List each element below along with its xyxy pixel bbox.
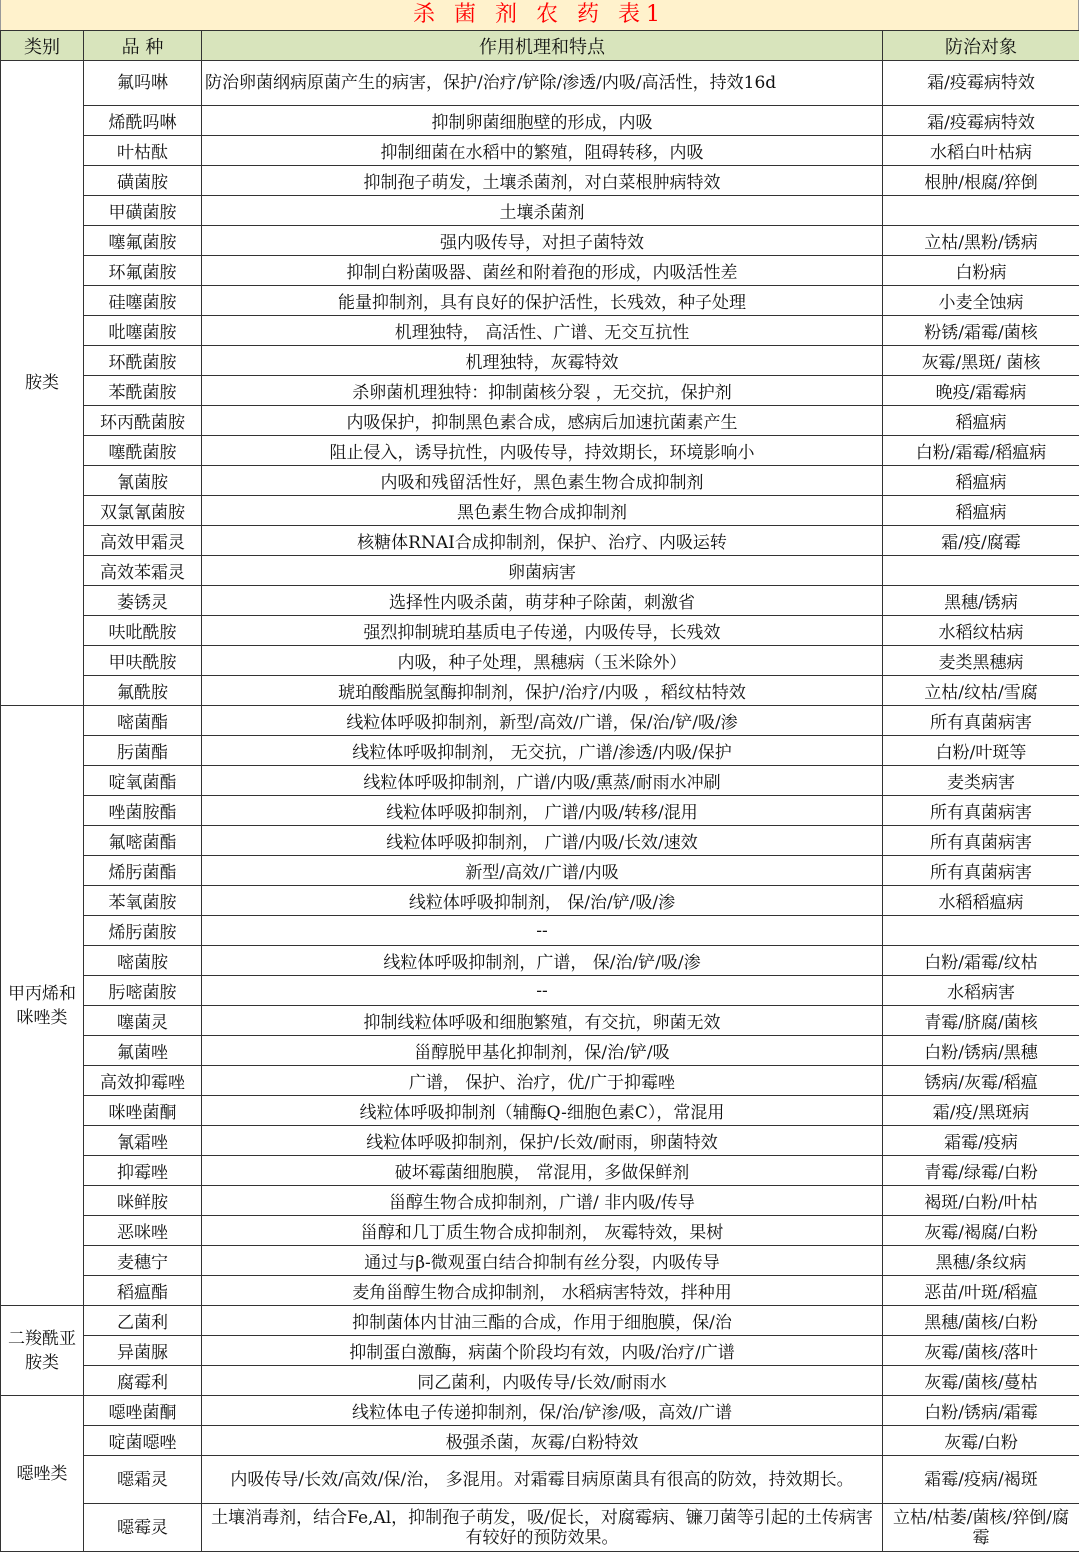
table-row <box>1 226 1079 256</box>
target-cell: 根肿/根腐/猝倒 <box>883 166 1079 196</box>
mechanism-cell: 抑制线粒体呼吸和细胞繁殖，有交抗，卵菌无效 <box>202 1006 883 1036</box>
target-cell: 青霉/绿霉/白粉 <box>883 1156 1079 1186</box>
target-cell: 所有真菌病害 <box>883 826 1079 856</box>
table-row <box>1 316 1079 346</box>
variety-cell: 烯酰吗啉 <box>84 106 202 136</box>
mechanism-cell: 抑制蛋白激酶，病菌个阶段均有效，内吸/治疗/广谱 <box>202 1336 883 1366</box>
table-row <box>1 376 1079 406</box>
target-cell: 白粉/锈病/黑穗 <box>883 1036 1079 1066</box>
target-cell: 灰霉/菌核/落叶 <box>883 1336 1079 1366</box>
variety-cell: 叶枯酞 <box>84 136 202 166</box>
target-cell <box>883 196 1079 226</box>
target-cell: 稻瘟病 <box>883 406 1079 436</box>
header-row <box>1 31 1079 61</box>
table-row <box>1 61 1079 106</box>
mechanism-cell: 土壤消毒剂，结合Fe,Al，抑制孢子萌发，吸/促长，对腐霉病、镰刀菌等引起的土传病害有较好的预防效果。 <box>202 1504 883 1552</box>
variety-cell: 噻酰菌胺 <box>84 436 202 466</box>
mechanism-cell: 甾醇生物合成抑制剂，广谱/ 非内吸/传导 <box>202 1186 883 1216</box>
table-row <box>1 406 1079 436</box>
table-row <box>1 796 1079 826</box>
variety-cell: 烯肟菌酯 <box>84 856 202 886</box>
variety-cell: 咪唑菌酮 <box>84 1096 202 1126</box>
target-cell: 稻瘟病 <box>883 466 1079 496</box>
variety-cell: 呋吡酰胺 <box>84 616 202 646</box>
target-cell: 霜/疫霉病特效 <box>883 61 1079 106</box>
table-row <box>1 526 1079 556</box>
target-cell: 小麦全蚀病 <box>883 286 1079 316</box>
table-row <box>1 556 1079 586</box>
variety-cell: 噁霉灵 <box>84 1504 202 1552</box>
variety-cell: 麦穗宁 <box>84 1246 202 1276</box>
target-cell: 灰霉/黑斑/ 菌核 <box>883 346 1079 376</box>
variety-cell: 苯酰菌胺 <box>84 376 202 406</box>
table-row <box>1 136 1079 166</box>
target-cell: 青霉/脐腐/菌核 <box>883 1006 1079 1036</box>
variety-cell: 萎锈灵 <box>84 586 202 616</box>
variety-cell: 高效苯霜灵 <box>84 556 202 586</box>
table-row <box>1 1366 1079 1396</box>
mechanism-cell: 线粒体呼吸抑制剂， 广谱/内吸/长效/速效 <box>202 826 883 856</box>
table-row <box>1 286 1079 316</box>
target-cell: 白粉/锈病/霜霉 <box>883 1396 1079 1426</box>
table-row <box>1 496 1079 526</box>
mechanism-cell: 抑制白粉菌吸器、菌丝和附着孢的形成，内吸活性差 <box>202 256 883 286</box>
table-row <box>1 166 1079 196</box>
variety-cell: 烯肟菌胺 <box>84 916 202 946</box>
table-row <box>1 1126 1079 1156</box>
mechanism-cell: 线粒体电子传递抑制剂，保/治/铲渗/吸，高效/广谱 <box>202 1396 883 1426</box>
table-row <box>1 856 1079 886</box>
table-row <box>1 436 1079 466</box>
target-cell: 粉锈/霜霉/菌核 <box>883 316 1079 346</box>
table-row <box>1 1426 1079 1456</box>
mechanism-cell: 通过与β-微观蛋白结合抑制有丝分裂，内吸传导 <box>202 1246 883 1276</box>
mechanism-cell: 选择性内吸杀菌，萌芽种子除菌，刺激省 <box>202 586 883 616</box>
target-cell: 霜霉/疫病/褐斑 <box>883 1456 1079 1504</box>
mechanism-cell: 黑色素生物合成抑制剂 <box>202 496 883 526</box>
table-row <box>1 1066 1079 1096</box>
target-cell: 白粉病 <box>883 256 1079 286</box>
target-cell: 所有真菌病害 <box>883 796 1079 826</box>
table-row <box>1 1306 1079 1336</box>
target-cell: 水稻稻瘟病 <box>883 886 1079 916</box>
mechanism-cell: 麦角甾醇生物合成抑制剂， 水稻病害特效，拌种用 <box>202 1276 883 1306</box>
variety-cell: 肟菌酯 <box>84 736 202 766</box>
variety-cell: 氟嘧菌酯 <box>84 826 202 856</box>
target-cell <box>883 556 1079 586</box>
target-cell: 灰霉/褐腐/白粉 <box>883 1216 1079 1246</box>
target-cell: 黑穗/菌核/白粉 <box>883 1306 1079 1336</box>
mechanism-cell: 杀卵菌机理独特：抑制菌核分裂 ，无交抗，保护剂 <box>202 376 883 406</box>
mechanism-cell: 抑制细菌在水稻中的繁殖，阻碍转移，内吸 <box>202 136 883 166</box>
table-row <box>1 1456 1079 1504</box>
mechanism-cell: 新型/高效/广谱/内吸 <box>202 856 883 886</box>
table-row <box>1 646 1079 676</box>
variety-cell: 环酰菌胺 <box>84 346 202 376</box>
target-cell: 锈病/灰霉/稻瘟 <box>883 1066 1079 1096</box>
mechanism-cell: 抑制菌体内甘油三酯的合成，作用于细胞膜，保/治 <box>202 1306 883 1336</box>
table-row <box>1 616 1079 646</box>
mechanism-cell: -- <box>202 976 883 1006</box>
category-cell: 胺类 <box>1 61 84 706</box>
table-row <box>1 1096 1079 1126</box>
variety-cell: 噻菌灵 <box>84 1006 202 1036</box>
table-row <box>1 1036 1079 1066</box>
target-cell: 霜/疫/黑斑病 <box>883 1096 1079 1126</box>
category-cell: 二羧酰亚胺类 <box>1 1306 84 1396</box>
category-cell: 甲丙烯和咪唑类 <box>1 706 84 1306</box>
mechanism-cell: 广谱， 保护、治疗，优/广于抑霉唑 <box>202 1066 883 1096</box>
table-row <box>1 346 1079 376</box>
mechanism-cell: 机理独特， 高活性、广谱、无交互抗性 <box>202 316 883 346</box>
variety-cell: 唑菌胺酯 <box>84 796 202 826</box>
variety-cell: 环氟菌胺 <box>84 256 202 286</box>
table-row <box>1 1006 1079 1036</box>
mechanism-cell: 阻止侵入，诱导抗性，内吸传导，持效期长，环境影响小 <box>202 436 883 466</box>
variety-cell: 肟嘧菌胺 <box>84 976 202 1006</box>
variety-cell: 甲呋酰胺 <box>84 646 202 676</box>
target-cell: 立枯/枯萎/菌核/猝倒/腐霉 <box>883 1504 1079 1552</box>
header-variety: 品 种 <box>84 31 202 61</box>
mechanism-cell: 线粒体呼吸抑制剂（辅酶Q-细胞色素C），常混用 <box>202 1096 883 1126</box>
variety-cell: 稻瘟酯 <box>84 1276 202 1306</box>
table-row <box>1 1336 1079 1366</box>
mechanism-cell: 破坏霉菌细胞膜， 常混用，多做保鲜剂 <box>202 1156 883 1186</box>
variety-cell: 异菌脲 <box>84 1336 202 1366</box>
variety-cell: 氰菌胺 <box>84 466 202 496</box>
table-row <box>1 976 1079 1006</box>
variety-cell: 啶菌噁唑 <box>84 1426 202 1456</box>
variety-cell: 硅噻菌胺 <box>84 286 202 316</box>
variety-cell: 磺菌胺 <box>84 166 202 196</box>
table-row <box>1 106 1079 136</box>
table-row <box>1 1186 1079 1216</box>
table-title: 杀 菌 剂 农 药 表1 <box>0 0 1079 30</box>
mechanism-cell: 强内吸传导，对担子菌特效 <box>202 226 883 256</box>
target-cell: 立枯/纹枯/雪腐 <box>883 676 1079 706</box>
variety-cell: 嘧菌酯 <box>84 706 202 736</box>
table-row <box>1 466 1079 496</box>
table-row <box>1 1504 1079 1552</box>
variety-cell: 苯氧菌胺 <box>84 886 202 916</box>
table-row <box>1 736 1079 766</box>
target-cell: 霜/疫/腐霉 <box>883 526 1079 556</box>
target-cell: 霜霉/疫病 <box>883 1126 1079 1156</box>
table-row <box>1 1396 1079 1426</box>
mechanism-cell: 核糖体RNAⅠ合成抑制剂，保护、治疗、内吸运转 <box>202 526 883 556</box>
table-body <box>1 61 1079 1552</box>
header-target: 防治对象 <box>883 31 1079 61</box>
table-row <box>1 946 1079 976</box>
mechanism-cell: 内吸和残留活性好，黑色素生物合成抑制剂 <box>202 466 883 496</box>
table-row <box>1 826 1079 856</box>
mechanism-cell: 线粒体呼吸抑制剂， 无交抗，广谱/渗透/内吸/保护 <box>202 736 883 766</box>
table-row <box>1 586 1079 616</box>
variety-cell: 氟菌唑 <box>84 1036 202 1066</box>
target-cell: 霜/疫霉病特效 <box>883 106 1079 136</box>
target-cell: 立枯/黑粉/锈病 <box>883 226 1079 256</box>
mechanism-cell: 甾醇脱甲基化抑制剂，保/治/铲/吸 <box>202 1036 883 1066</box>
target-cell: 水稻纹枯病 <box>883 616 1079 646</box>
mechanism-cell: 内吸传导/长效/高效/保/治， 多混用。对霜霉目病原菌具有很高的防效，持效期长。 <box>202 1456 883 1504</box>
variety-cell: 抑霉唑 <box>84 1156 202 1186</box>
table-row <box>1 1246 1079 1276</box>
variety-cell: 氟吗啉 <box>84 61 202 106</box>
variety-cell: 吡噻菌胺 <box>84 316 202 346</box>
table-row <box>1 256 1079 286</box>
table-row <box>1 196 1079 226</box>
mechanism-cell: 线粒体呼吸抑制剂，新型/高效/广谱，保/治/铲/吸/渗 <box>202 706 883 736</box>
mechanism-cell: 琥珀酸酯脱氢酶抑制剂，保护/治疗/内吸 ，稻纹枯特效 <box>202 676 883 706</box>
mechanism-cell: 线粒体呼吸抑制剂，广谱， 保/治/铲/吸/渗 <box>202 946 883 976</box>
table-row <box>1 1276 1079 1306</box>
variety-cell: 双氯氰菌胺 <box>84 496 202 526</box>
variety-cell: 啶氧菌酯 <box>84 766 202 796</box>
header-mechanism: 作用机理和特点 <box>202 31 883 61</box>
mechanism-cell: 防治卵菌纲病原菌产生的病害，保护/治疗/铲除/渗透/内吸/高活性，持效16d <box>202 61 883 106</box>
table-row <box>1 886 1079 916</box>
mechanism-cell: 内吸，种子处理，黑穗病（玉米除外） <box>202 646 883 676</box>
variety-cell: 高效抑霉唑 <box>84 1066 202 1096</box>
target-cell: 白粉/叶斑等 <box>883 736 1079 766</box>
table-row <box>1 676 1079 706</box>
target-cell: 水稻病害 <box>883 976 1079 1006</box>
mechanism-cell: -- <box>202 916 883 946</box>
target-cell: 褐斑/白粉/叶枯 <box>883 1186 1079 1216</box>
mechanism-cell: 同乙菌利，内吸传导/长效/耐雨水 <box>202 1366 883 1396</box>
mechanism-cell: 机理独特，灰霉特效 <box>202 346 883 376</box>
mechanism-cell: 线粒体呼吸抑制剂， 广谱/内吸/转移/混用 <box>202 796 883 826</box>
mechanism-cell: 卵菌病害 <box>202 556 883 586</box>
variety-cell: 乙菌利 <box>84 1306 202 1336</box>
target-cell: 晚疫/霜霉病 <box>883 376 1079 406</box>
target-cell: 所有真菌病害 <box>883 856 1079 886</box>
mechanism-cell: 抑制卵菌细胞壁的形成，内吸 <box>202 106 883 136</box>
mechanism-cell: 土壤杀菌剂 <box>202 196 883 226</box>
mechanism-cell: 甾醇和几丁质生物合成抑制剂， 灰霉特效，果树 <box>202 1216 883 1246</box>
variety-cell: 噻氟菌胺 <box>84 226 202 256</box>
target-cell: 黑穗/条纹病 <box>883 1246 1079 1276</box>
target-cell: 稻瘟病 <box>883 496 1079 526</box>
target-cell: 白粉/霜霉/纹枯 <box>883 946 1079 976</box>
mechanism-cell: 强烈抑制琥珀基质电子传递，内吸传导，长残效 <box>202 616 883 646</box>
mechanism-cell: 线粒体呼吸抑制剂，广谱/内吸/熏蒸/耐雨水冲刷 <box>202 766 883 796</box>
mechanism-cell: 极强杀菌，灰霉/白粉特效 <box>202 1426 883 1456</box>
variety-cell: 咪鲜胺 <box>84 1186 202 1216</box>
table-row <box>1 706 1079 736</box>
target-cell: 白粉/霜霉/稻瘟病 <box>883 436 1079 466</box>
variety-cell: 环丙酰菌胺 <box>84 406 202 436</box>
mechanism-cell: 线粒体呼吸抑制剂，保护/长效/耐雨，卵菌特效 <box>202 1126 883 1156</box>
variety-cell: 噁唑菌酮 <box>84 1396 202 1426</box>
target-cell: 灰霉/菌核/蔓枯 <box>883 1366 1079 1396</box>
target-cell: 黑穗/锈病 <box>883 586 1079 616</box>
header-category: 类别 <box>1 31 84 61</box>
target-cell: 灰霉/白粉 <box>883 1426 1079 1456</box>
variety-cell: 腐霉利 <box>84 1366 202 1396</box>
variety-cell: 甲磺菌胺 <box>84 196 202 226</box>
target-cell <box>883 916 1079 946</box>
variety-cell: 氟酰胺 <box>84 676 202 706</box>
table-row <box>1 916 1079 946</box>
table-row <box>1 766 1079 796</box>
target-cell: 恶苗/叶斑/稻瘟 <box>883 1276 1079 1306</box>
mechanism-cell: 线粒体呼吸抑制剂， 保/治/铲/吸/渗 <box>202 886 883 916</box>
variety-cell: 嘧菌胺 <box>84 946 202 976</box>
variety-cell: 恶咪唑 <box>84 1216 202 1246</box>
variety-cell: 高效甲霜灵 <box>84 526 202 556</box>
mechanism-cell: 能量抑制剂，具有良好的保护活性，长残效，种子处理 <box>202 286 883 316</box>
mechanism-cell: 内吸保护，抑制黑色素合成，感病后加速抗菌素产生 <box>202 406 883 436</box>
variety-cell: 噁霜灵 <box>84 1456 202 1504</box>
variety-cell: 氰霜唑 <box>84 1126 202 1156</box>
table-row <box>1 1156 1079 1186</box>
category-cell: 噁唑类 <box>1 1396 84 1552</box>
table-row <box>1 1216 1079 1246</box>
fungicide-table <box>0 30 1079 1552</box>
target-cell: 麦类病害 <box>883 766 1079 796</box>
target-cell: 所有真菌病害 <box>883 706 1079 736</box>
mechanism-cell: 抑制孢子萌发，土壤杀菌剂，对白菜根肿病特效 <box>202 166 883 196</box>
target-cell: 水稻白叶枯病 <box>883 136 1079 166</box>
target-cell: 麦类黑穗病 <box>883 646 1079 676</box>
